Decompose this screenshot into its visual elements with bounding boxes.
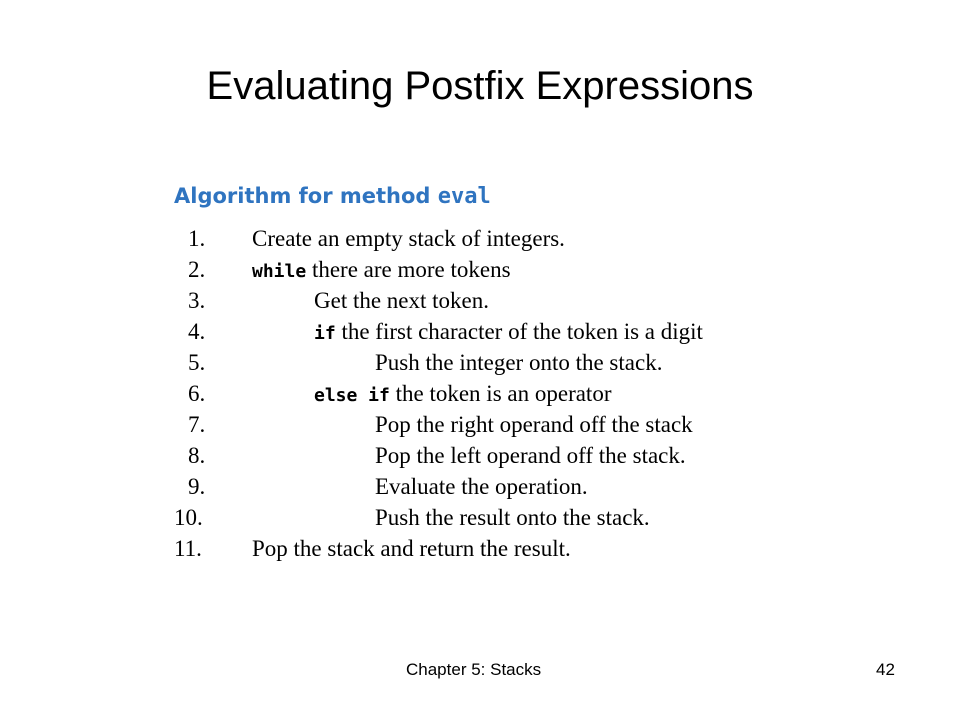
step-description: the token is an operator: [389, 381, 612, 406]
footer-page-number: 42: [876, 660, 895, 679]
step-text: [375, 440, 686, 471]
step-text: [375, 409, 693, 440]
step-description: Push the integer onto the stack.: [375, 350, 663, 375]
algorithm-step: [174, 471, 814, 502]
step-number: 2.: [188, 257, 206, 282]
step-number: 9.: [188, 474, 206, 499]
step-description: there are more tokens: [306, 257, 511, 282]
step-text: [252, 533, 571, 564]
step-text: [375, 347, 662, 378]
step-number: 11.: [174, 536, 202, 561]
step-description: Get the next token.: [314, 288, 490, 313]
step-number: 8.: [188, 443, 206, 468]
footer-chapter: Chapter 5: Stacks: [406, 660, 542, 679]
step-number: 1.: [188, 226, 206, 251]
step-keyword: while: [252, 261, 307, 282]
step-keyword: if: [314, 323, 336, 344]
algorithm-step: [174, 285, 814, 316]
algorithm-step: [174, 316, 814, 347]
step-description: the first character of the token is a digit: [335, 319, 703, 344]
algorithm-step: [174, 440, 814, 471]
algorithm-step: [174, 223, 814, 254]
step-number: 6.: [188, 381, 206, 406]
step-description: Pop the stack and return the result.: [252, 536, 571, 561]
algorithm-heading: [174, 184, 814, 209]
slide-title: Evaluating Postfix Expressions: [206, 64, 754, 108]
algorithm-step: [174, 502, 814, 533]
algorithm-step: [174, 378, 814, 409]
algorithm-step: [174, 533, 814, 564]
algorithm-step: [174, 347, 814, 378]
step-description: Pop the left operand off the stack.: [375, 443, 686, 468]
algorithm-heading-text: Algorithm for method: [174, 184, 438, 208]
step-number: 10.: [174, 505, 203, 530]
step-description: Pop the right operand off the stack: [375, 412, 693, 437]
step-text: [375, 502, 650, 533]
algorithm-step: [174, 254, 814, 285]
step-text: [314, 316, 703, 349]
step-number: 5.: [188, 350, 206, 375]
step-number: 7.: [188, 412, 206, 437]
step-text: [252, 254, 511, 287]
algorithm-box: [174, 184, 814, 564]
step-text: [314, 285, 489, 316]
step-keyword: else if: [314, 385, 390, 406]
step-text: [375, 471, 588, 502]
algorithm-step: [174, 409, 814, 440]
step-number: 3.: [188, 288, 206, 313]
step-description: Create an empty stack of integers.: [252, 226, 565, 251]
step-description: Push the result onto the stack.: [375, 505, 650, 530]
step-text: [252, 223, 565, 254]
step-description: Evaluate the operation.: [375, 474, 588, 499]
step-number: 4.: [188, 319, 206, 344]
algorithm-heading-code: eval: [437, 184, 491, 209]
step-text: [314, 378, 611, 411]
